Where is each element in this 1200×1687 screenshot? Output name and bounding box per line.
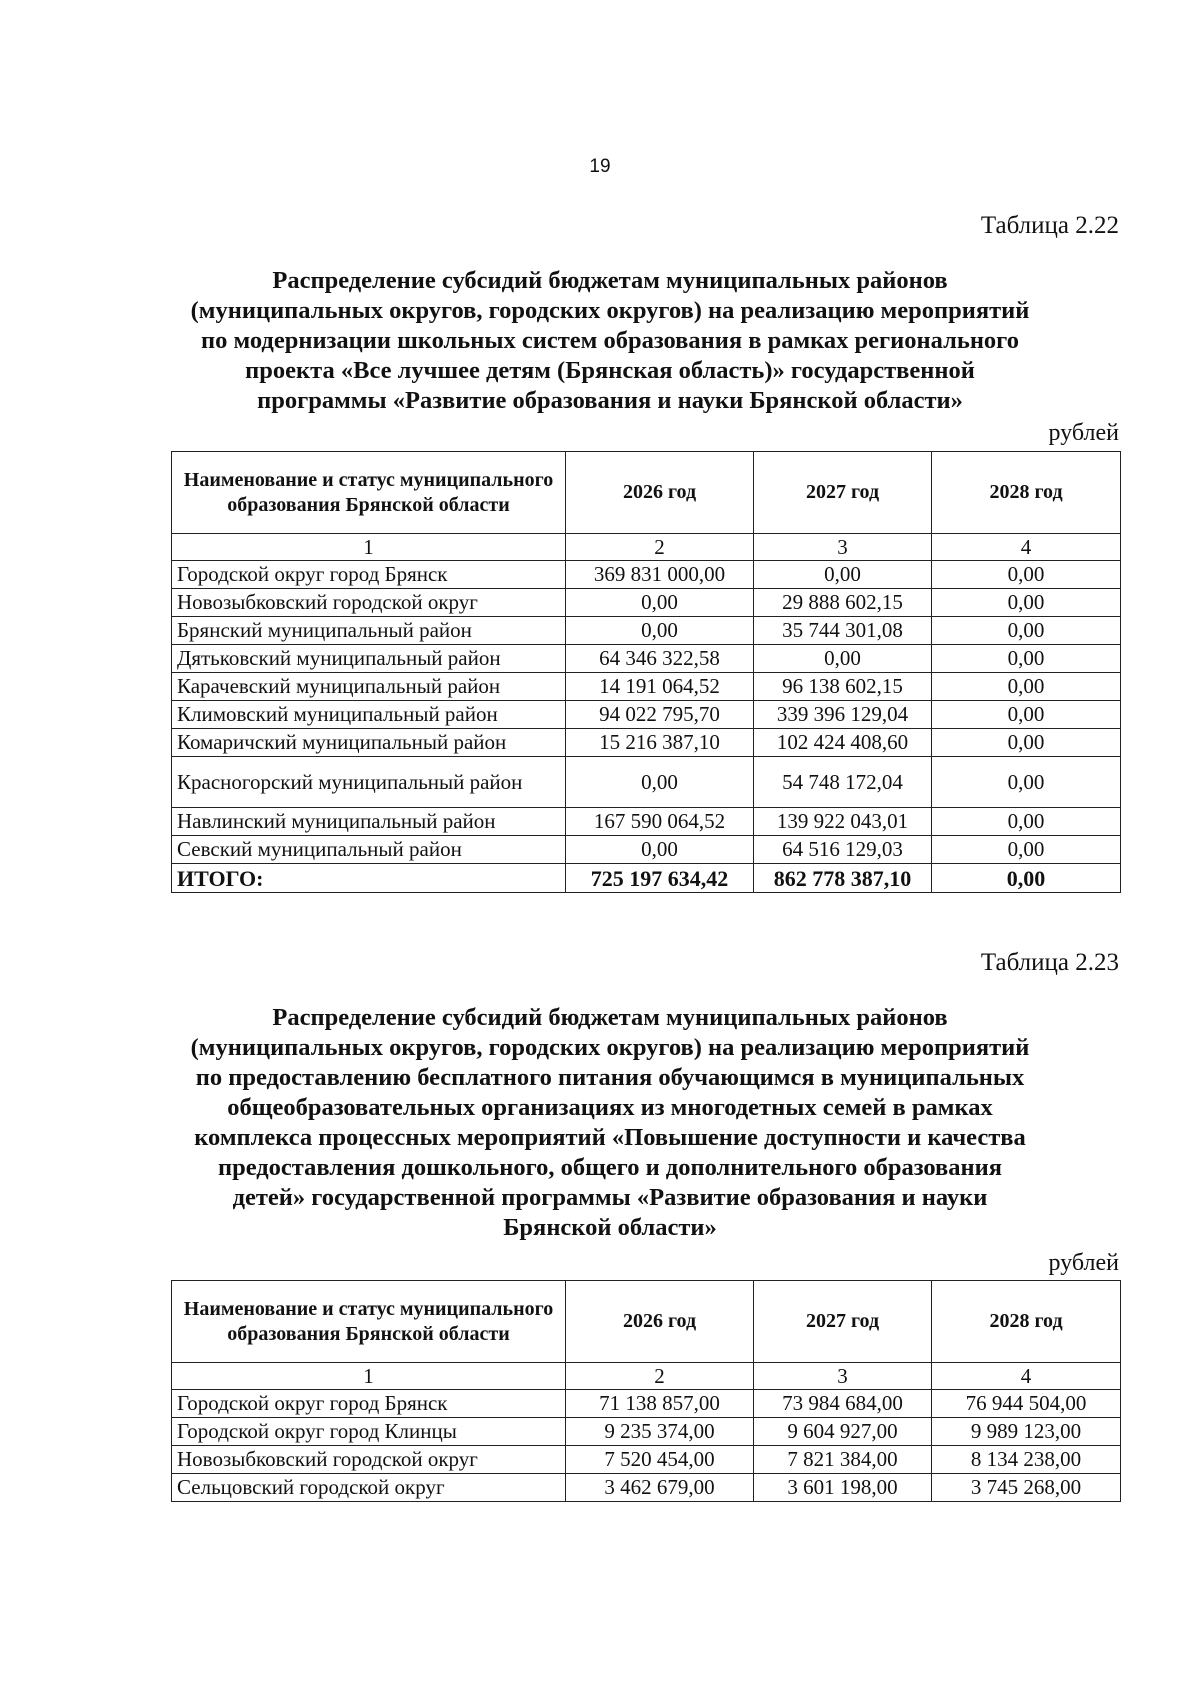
value-2026: 0,00 [566,589,754,617]
value-2028: 0,00 [932,729,1121,757]
value-2028: 76 944 504,00 [932,1390,1121,1418]
municipality-name: Дятьковский муниципальный район [172,645,566,673]
index-row [172,534,1121,561]
title-line: программы «Развитие образования и науки Брянской области» [257,387,963,414]
value-2028: 0,00 [932,617,1121,645]
header-row [172,452,1121,534]
table-2-22-units: рублей [1048,420,1119,446]
value-2028: 0,00 [932,645,1121,673]
municipality-name: Брянский муниципальный район [172,617,566,645]
value-2026: 369 831 000,00 [566,561,754,589]
value-2028: 9 989 123,00 [932,1418,1121,1446]
column-header-2026: 2026 год [566,1281,754,1363]
municipality-name: Городской округ город Брянск [172,561,566,589]
municipality-name: Городской округ город Брянск [172,1390,566,1418]
page-number: 19 [589,156,611,177]
title-line: детей» государственной программы «Развитие образования и науки [232,1184,988,1211]
municipality-name: Красногорский муниципальный район [172,757,566,808]
table-row [172,561,1121,589]
table-2-22-label: Таблица 2.22 [980,212,1119,239]
value-2028: 3 745 268,00 [932,1474,1121,1502]
value-2026: 0,00 [566,617,754,645]
table-2-23 [171,1280,1121,1502]
table-2-23-title [170,1003,1050,1243]
table-row [172,701,1121,729]
index-cell: 2 [566,534,754,561]
index-cell: 3 [754,534,932,561]
column-header-2027: 2027 год [754,1281,932,1363]
value-2028: 8 134 238,00 [932,1446,1121,1474]
value-2027: 29 888 602,15 [754,589,932,617]
table-row [172,645,1121,673]
value-2027: 35 744 301,08 [754,617,932,645]
table-row [172,673,1121,701]
table-row [172,617,1121,645]
value-2027: 0,00 [754,645,932,673]
value-2026: 167 590 064,52 [566,808,754,836]
table-row [172,1474,1121,1502]
title-line: проекта «Все лучшее детям (Брянская область)» государственной [245,357,975,384]
title-line: Распределение субсидий бюджетам муниципальных районов [272,1004,948,1031]
value-2027: 7 821 384,00 [754,1446,932,1474]
column-header-name: Наименование и статус муниципального образования Брянской области [172,1281,566,1363]
municipality-name: Климовский муниципальный район [172,701,566,729]
index-cell: 3 [754,1363,932,1390]
value-2028: 0,00 [932,589,1121,617]
total-2027: 862 778 387,10 [754,864,932,893]
table-row [172,808,1121,836]
index-row [172,1363,1121,1390]
title-line: Распределение субсидий бюджетам муниципальных районов [272,267,948,294]
value-2028: 0,00 [932,673,1121,701]
index-cell: 4 [932,534,1121,561]
value-2028: 0,00 [932,757,1121,808]
value-2028: 0,00 [932,701,1121,729]
municipality-name: Севский муниципальный район [172,836,566,864]
index-cell: 4 [932,1363,1121,1390]
title-line: (муниципальных округов, городских округов) на реализацию мероприятий [190,297,1030,324]
value-2027: 102 424 408,60 [754,729,932,757]
table-row [172,836,1121,864]
value-2027: 73 984 684,00 [754,1390,932,1418]
value-2028: 0,00 [932,808,1121,836]
value-2026: 0,00 [566,836,754,864]
table-2-22 [171,451,1121,893]
value-2027: 64 516 129,03 [754,836,932,864]
title-line: комплекса процессных мероприятий «Повышение доступности и качества [194,1124,1026,1151]
municipality-name: Городской округ город Клинцы [172,1418,566,1446]
title-line: Брянской области» [503,1214,717,1241]
value-2028: 0,00 [932,836,1121,864]
value-2026: 0,00 [566,757,754,808]
column-header-2026: 2026 год [566,452,754,534]
index-cell: 2 [566,1363,754,1390]
table-row [172,1446,1121,1474]
value-2027: 339 396 129,04 [754,701,932,729]
title-line: предоставления дошкольного, общего и дополнительного образования [217,1154,1003,1181]
title-line: по предоставлению бесплатного питания обучающимся в муниципальных [195,1064,1025,1091]
value-2027: 54 748 172,04 [754,757,932,808]
table-2-23-label: Таблица 2.23 [980,949,1119,976]
index-cell: 1 [172,1363,566,1390]
table-row [172,589,1121,617]
column-header-2028: 2028 год [932,452,1121,534]
value-2026: 9 235 374,00 [566,1418,754,1446]
municipality-name: Карачевский муниципальный район [172,673,566,701]
column-header-2027: 2027 год [754,452,932,534]
title-line: (муниципальных округов, городских округов) на реализацию мероприятий [190,1034,1030,1061]
municipality-name: Сельцовский городской округ [172,1474,566,1502]
value-2028: 0,00 [932,561,1121,589]
municipality-name: Комаричский муниципальный район [172,729,566,757]
value-2027: 96 138 602,15 [754,673,932,701]
table-row [172,757,1121,808]
total-2028: 0,00 [932,864,1121,893]
table-row [172,729,1121,757]
index-cell: 1 [172,534,566,561]
value-2026: 15 216 387,10 [566,729,754,757]
value-2026: 71 138 857,00 [566,1390,754,1418]
value-2026: 94 022 795,70 [566,701,754,729]
column-header-name: Наименование и статус муниципального образования Брянской области [172,452,566,534]
municipality-name: Новозыбковский городской округ [172,1446,566,1474]
total-label: ИТОГО: [172,864,566,893]
title-line: общеобразовательных организациях из многодетных семей в рамках [227,1094,993,1121]
table-row [172,1418,1121,1446]
value-2027: 0,00 [754,561,932,589]
header-row [172,1281,1121,1363]
value-2027: 9 604 927,00 [754,1418,932,1446]
value-2027: 139 922 043,01 [754,808,932,836]
table-row [172,1390,1121,1418]
value-2026: 14 191 064,52 [566,673,754,701]
total-row [172,864,1121,893]
title-line: по модернизации школьных систем образования в рамках регионального [201,327,1019,354]
value-2026: 3 462 679,00 [566,1474,754,1502]
total-2026: 725 197 634,42 [566,864,754,893]
table-2-22-title [170,266,1050,416]
table-2-23-units: рублей [1048,1250,1119,1276]
value-2026: 64 346 322,58 [566,645,754,673]
municipality-name: Навлинский муниципальный район [172,808,566,836]
municipality-name: Новозыбковский городской округ [172,589,566,617]
column-header-2028: 2028 год [932,1281,1121,1363]
value-2026: 7 520 454,00 [566,1446,754,1474]
value-2027: 3 601 198,00 [754,1474,932,1502]
